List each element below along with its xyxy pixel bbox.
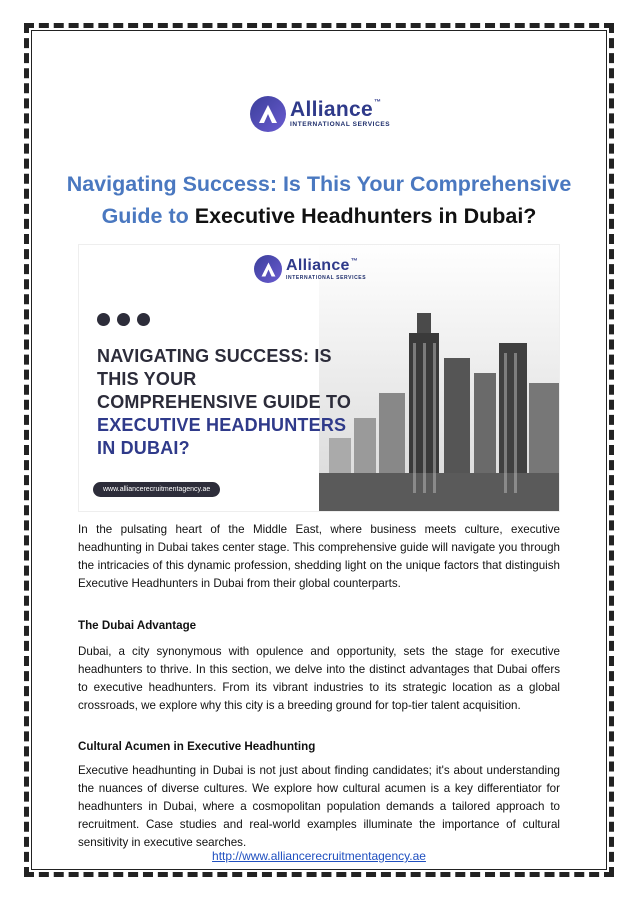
- logo-subtitle: INTERNATIONAL SERVICES: [290, 121, 391, 129]
- banner-headline: [97, 345, 351, 460]
- banner-dots: [97, 313, 150, 326]
- banner-line: THIS YOUR: [97, 369, 197, 389]
- banner-logo-subtitle: INTERNATIONAL SERVICES: [286, 274, 367, 281]
- title-part2: Guide to: [101, 204, 189, 228]
- banner-logo-word: Alliance: [286, 256, 350, 274]
- section-heading-dubai-advantage: The Dubai Advantage: [78, 619, 197, 632]
- section-text-cultural-acumen: Executive headhunting in Dubai is not just about finding candidates; it's about understanding the nuances of diverse cultures. We explore how cultural acumen is a key differentiator for headhunters in Dubai, where a cosmopolitan population demands a tailored approach to recruitment. Case studies and real-world examples illuminate the importance of cultural sensitivity in executive searches.: [78, 764, 560, 849]
- banner-url-badge: www.alliancerecruitmentagency.ae: [93, 482, 220, 497]
- alliance-logo: [250, 92, 400, 136]
- section-heading-cultural-acumen: Cultural Acumen in Executive Headhunting: [78, 740, 316, 753]
- title-part3: Executive Headhunters in Dubai?: [194, 204, 537, 228]
- section-text-dubai-advantage: Dubai, a city synonymous with opulence and opportunity, sets the stage for executive headhunters to thrive. In this section, we delve into the distinct advantages that Dubai offers to executive headhunters. From its vibrant industries to its strategic location as a global crossroads, we explore why this city is a breeding ground for top-tier talent acquisition.: [78, 645, 560, 712]
- banner-highlight-line: EXECUTIVE HEADHUNTERS: [97, 415, 347, 435]
- banner-line: NAVIGATING SUCCESS: IS: [97, 346, 332, 366]
- banner-logo-a-icon: [254, 255, 282, 283]
- title-part1: Navigating Success: Is This Your Comprehensive: [66, 172, 572, 196]
- banner-line: COMPREHENSIVE GUIDE TO: [97, 392, 352, 412]
- intro-paragraph: In the pulsating heart of the Middle East, where business meets culture, executive headhunting in Dubai takes center stage. This comprehensive guide will navigate you through the intricacies of this dynamic profession, shedding light on the unique factors that distinguish Executive Headhunters in Dubai from their global counterparts.: [78, 523, 560, 590]
- logo-tm: ™: [373, 99, 382, 107]
- page-title: [60, 168, 578, 232]
- logo-word: Alliance: [290, 98, 373, 122]
- banner-logo-tm: ™: [350, 257, 359, 265]
- footer-website-link[interactable]: http://www.alliancerecruitmentagency.ae: [212, 849, 426, 863]
- banner-image: [78, 244, 560, 512]
- banner-logo: [254, 255, 366, 283]
- banner-last-line: IN DUBAI?: [97, 438, 190, 458]
- logo-a-icon: [250, 96, 286, 132]
- city-skyline-image: [319, 244, 559, 511]
